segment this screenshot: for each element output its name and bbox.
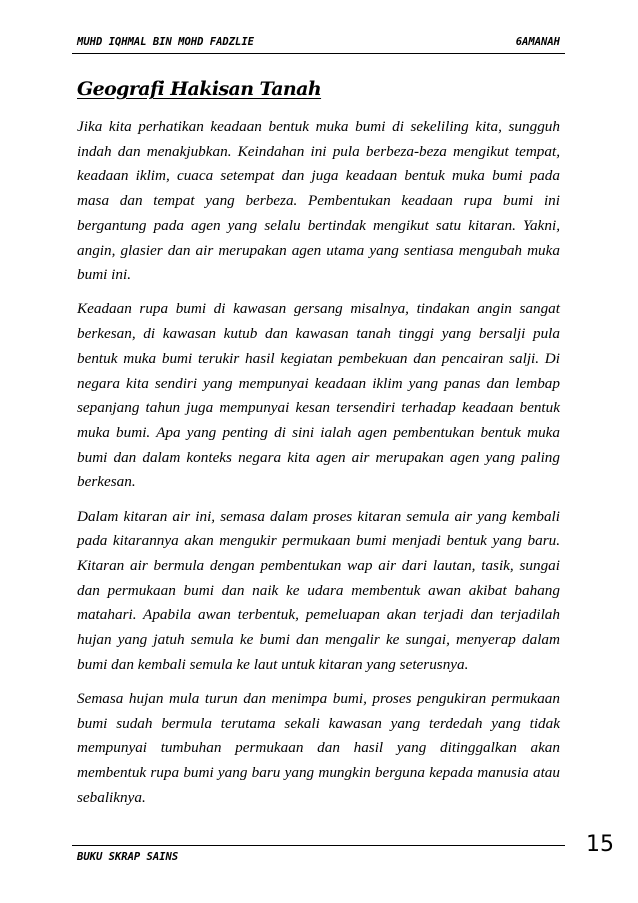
footer-rule xyxy=(72,845,565,846)
page-header xyxy=(77,36,560,52)
paragraph: Keadaan rupa bumi di kawasan gersang misalnya, tindakan angin sangat berkesan, di kawasan kutub dan kawasan tanah tinggi yang bersalji pula bentuk muka bumi terukir hasil kegiatan pembekuan dan pencairan salji. Di negara kita sendiri yang mempunyai keadaan iklim yang panas dan lembap sepanjang tahun juga mempunyai kesan tersendiri terhadap keadaan bentuk muka bumi. Apa yang penting di sini ialah agen pembentukan bentuk muka bumi dan dalam konteks negara kita agen air merupakan agen yang paling berkesan. xyxy=(77,300,560,491)
paragraph: Semasa hujan mula turun dan menimpa bumi, proses pengukiran permukaan bumi sudah bermula terutama sekali kawasan yang terdedah yang tidak mempunyai tumbuhan permukaan dan hasil yang ditinggalkan akan membentuk rupa bumi yang baru yang mungkin berguna kepada manusia atau sebaliknya. xyxy=(77,689,560,806)
header-rule xyxy=(72,53,565,54)
document-body xyxy=(77,115,560,820)
paragraph: Dalam kitaran air ini, semasa dalam proses kitaran semula air yang kembali pada kitarannya akan mengukir permukaan bumi menjadi bentuk yang baru. Kitaran air bermula dengan pembentukan wap air dari lautan, tasik, sungai dan permukaan bumi dan naik ke udara membentuk awan akibat bahang matahari. Apabila awan terbentuk, pemeluapan akan terjadi dan terjadilah hujan yang jatuh semula ke bumi dan mengalir ke sungai, menyerap dalam bumi dan kembali semula ke laut untuk kitaran yang seterusnya. xyxy=(77,507,560,673)
header-class: 6AMANAH xyxy=(515,36,560,48)
page-number: 15 xyxy=(586,832,614,857)
header-author: MUHD IQHMAL BIN MOHD FADZLIE xyxy=(77,36,255,48)
paragraph: Jika kita perhatikan keadaan bentuk muka bumi di sekeliling kita, sungguh indah dan menakjubkan. Keindahan ini pula berbeza-beza mengikut tempat, keadaan iklim, cuaca setempat dan juga keadaan bentuk muka bumi pada masa dan tempat yang berbeza. Pembentukan keadaan rupa bumi ini bergantung pada agen yang selalu bertindak mengikut satu kitaran. Yakni, angin, glasier dan air merupakan agen utama yang sentiasa mengubah muka bumi ini. xyxy=(77,118,560,284)
footer-label: BUKU SKRAP SAINS xyxy=(77,851,179,863)
document-title: Geografi Hakisan Tanah xyxy=(77,78,322,100)
